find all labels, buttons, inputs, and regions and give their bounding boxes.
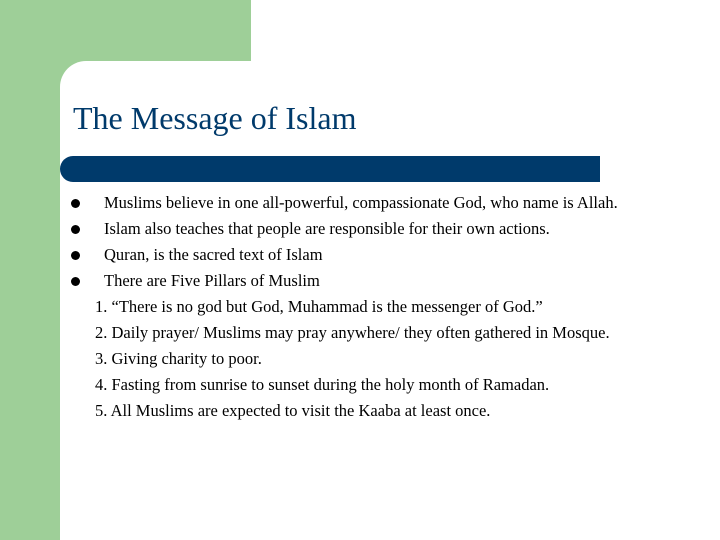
pillars-list bbox=[95, 294, 610, 424]
bullet-dot-icon bbox=[71, 199, 80, 208]
bullet-item bbox=[71, 216, 618, 242]
green-side-strip bbox=[0, 0, 60, 540]
pillar-item: 5. All Muslims are expected to visit the Kaaba at least once. bbox=[95, 401, 491, 420]
bullet-item bbox=[71, 268, 618, 294]
pillar-item: 2. Daily prayer/ Muslims may pray anywhere/ they often gathered in Mosque. bbox=[95, 323, 610, 342]
bullet-dot-icon bbox=[71, 225, 80, 234]
bullet-text: Islam also teaches that people are responsible for their own actions. bbox=[104, 219, 550, 238]
bullet-list bbox=[71, 190, 618, 294]
bullet-dot-icon bbox=[71, 277, 80, 286]
pillar-item: 4. Fasting from sunrise to sunset during the holy month of Ramadan. bbox=[95, 375, 550, 394]
bullet-text: There are Five Pillars of Muslim bbox=[104, 271, 320, 290]
bullet-dot-icon bbox=[71, 251, 80, 260]
bullet-text: Quran, is the sacred text of Islam bbox=[104, 245, 323, 264]
pillar-item: 3. Giving charity to poor. bbox=[95, 349, 262, 368]
title-underline-bar bbox=[60, 156, 600, 182]
bullet-item bbox=[71, 242, 618, 268]
bullet-item bbox=[71, 190, 618, 216]
bullet-text: Muslims believe in one all-powerful, compassionate God, who name is Allah. bbox=[104, 193, 618, 212]
pillar-item: 1. “There is no god but God, Muhammad is the messenger of God.” bbox=[95, 297, 543, 316]
slide-title: The Message of Islam bbox=[73, 100, 357, 136]
